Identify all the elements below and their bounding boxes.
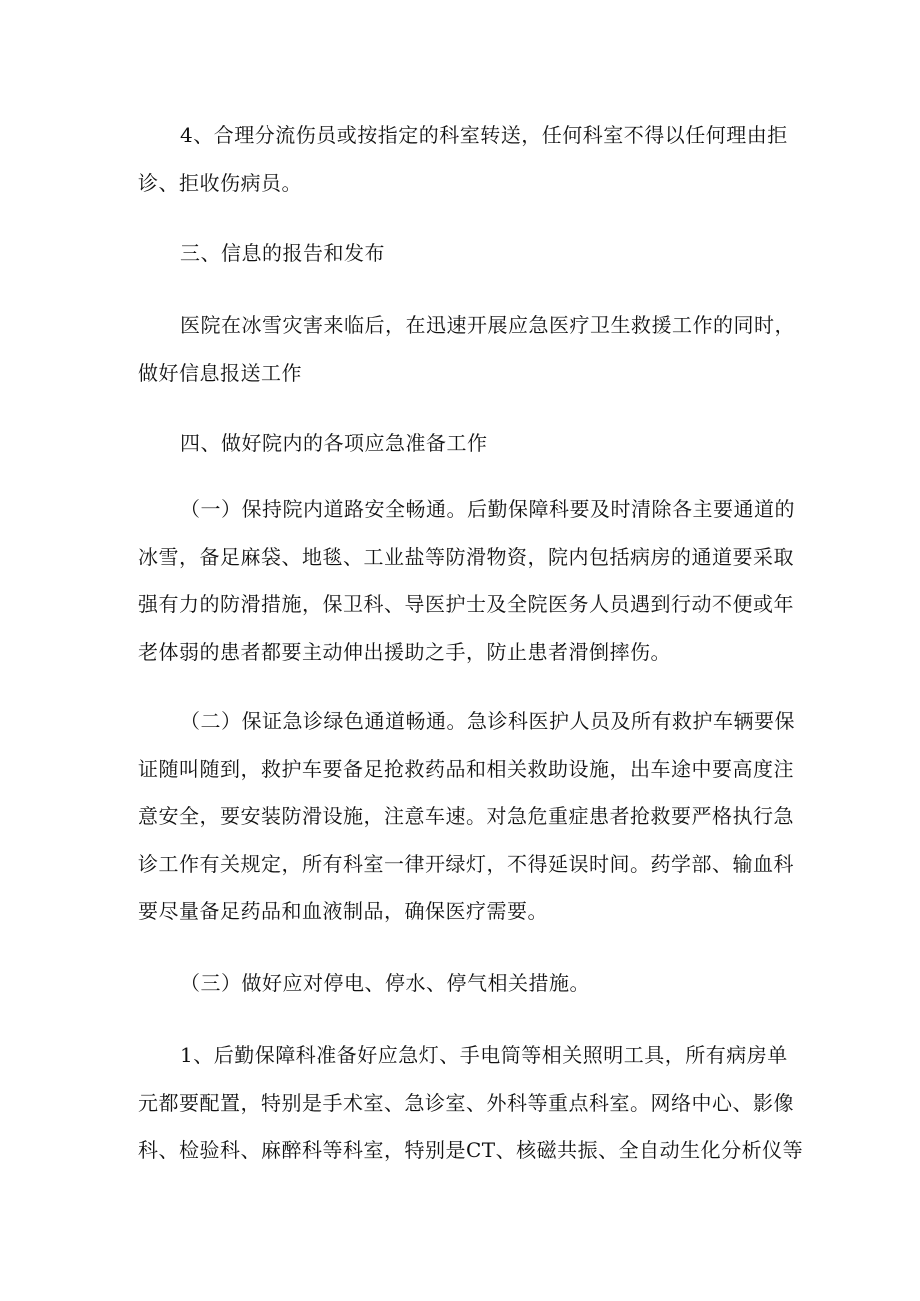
text-line: 做好信息报送工作	[138, 360, 302, 385]
text-line: 要尽量备足药品和血液制品，确保医疗需要。	[138, 899, 548, 923]
heading-text: 四、做好院内的各项应急准备工作	[180, 431, 488, 455]
text-line: 冰雪，备足麻袋、地毯、工业盐等防滑物资，院内包括病房的通道要采取	[138, 544, 794, 569]
text-line: 强有力的防滑措施，保卫科、导医护士及全院医务人员遇到行动不便或年	[138, 592, 794, 616]
text-line: 证随叫随到，救护车要备足抢救药品和相关救助设施，出车途中要高度注	[138, 756, 794, 781]
heading-text: 三、信息的报告和发布	[180, 241, 385, 265]
text-line: 科、检验科、麻醉科等科室，特别是CT、核磁共振、全自动生化分析仪等	[138, 1138, 804, 1162]
paragraph-utility-outage-heading	[138, 960, 798, 1008]
text-line: （一）保持院内道路安全畅通。后勤保障科要及时清除各主要通道的	[180, 497, 795, 521]
text-line: 意安全，要安装防滑设施，注意车速。对急危重症患者抢救要严格执行急	[138, 804, 794, 828]
text-line: 诊、拒收伤病员。	[138, 170, 302, 195]
paragraph-triage-rule	[138, 112, 798, 207]
paragraph-information-reporting	[138, 302, 798, 397]
paragraph-road-safety	[138, 486, 798, 676]
text-line: 医院在冰雪灾害来临后，在迅速开展应急医疗卫生救援工作的同时，	[180, 313, 795, 337]
text-line: 元都要配置，特别是手术室、急诊室、外科等重点科室。网络中心、影像	[138, 1090, 794, 1115]
section-heading-information-reporting	[138, 230, 798, 278]
text-line: 4、合理分流伤员或按指定的科室转送，任何科室不得以任何理由拒	[180, 123, 788, 147]
text-line: 诊工作有关规定，所有科室一律开绿灯，不得延误时间。药学部、输血科	[138, 851, 794, 876]
text-line: （三）做好应对停电、停水、停气相关措施。	[180, 971, 590, 995]
text-line: 1、后勤保障科准备好应急灯、手电筒等相关照明工具，所有病房单	[180, 1043, 788, 1067]
text-line: 老体弱的患者都要主动伸出援助之手，防止患者滑倒摔伤。	[138, 639, 671, 664]
paragraph-emergency-green-channel	[138, 698, 798, 936]
paragraph-lighting-preparation	[138, 1032, 804, 1175]
text-line: （二）保证急诊绿色通道畅通。急诊科医护人员及所有救护车辆要保	[180, 709, 795, 733]
section-heading-emergency-preparation	[138, 420, 798, 468]
